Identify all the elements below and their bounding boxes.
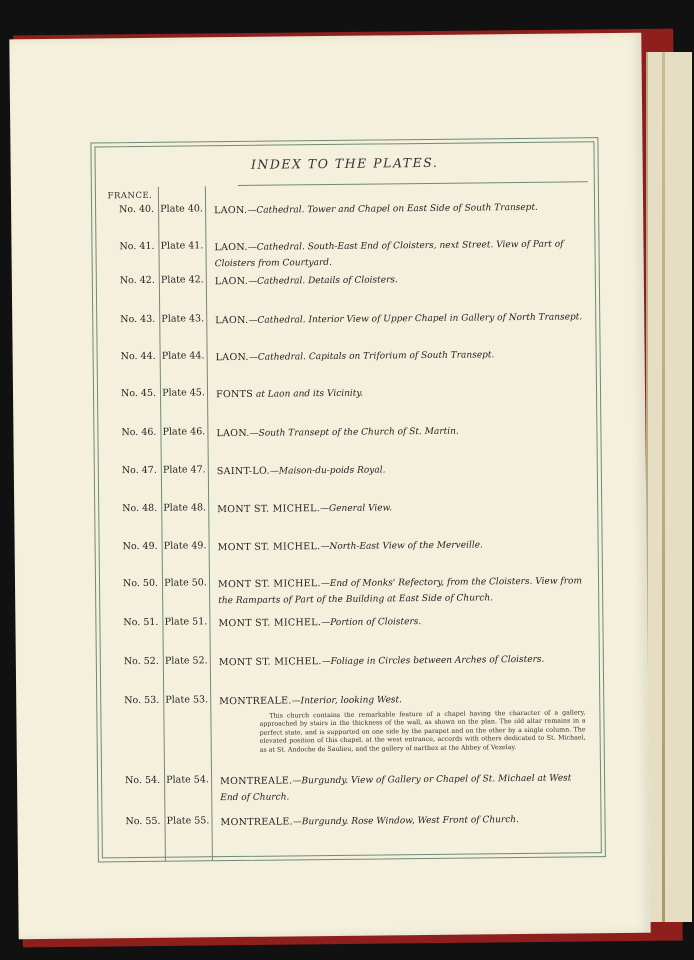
place-name: MONTREALE.: [219, 695, 292, 708]
place-name: LAON.: [214, 241, 248, 254]
page-title: INDEX TO THE PLATES.: [250, 154, 439, 172]
row-number: No. 43.: [120, 313, 156, 326]
plate-number: Plate 44.: [161, 350, 205, 362]
subject: —Interior, looking West.: [291, 695, 403, 707]
subject: —Burgundy. Rose Window, West Front of Church.: [292, 815, 519, 828]
place-name: LAON.: [215, 351, 249, 364]
place-name: FONTS: [215, 388, 254, 401]
row-number: No. 52.: [123, 655, 159, 668]
subject: —Cathedral. Tower and Chapel on East Side of South Transept.: [247, 202, 538, 216]
plate-number: Plate 45.: [162, 387, 205, 399]
row-description: [218, 573, 588, 609]
place-name: SAINT-LO.: [216, 465, 270, 478]
plate-number: Plate 51.: [164, 616, 208, 628]
place-name: LAON.: [214, 275, 249, 288]
place-name: MONT ST. MICHEL.: [217, 541, 321, 554]
row-number: No. 49.: [122, 540, 158, 553]
row-number: No. 54.: [125, 774, 161, 787]
subject: —Cathedral. South-East End of Cloisters, next Street. View of Part of Cloisters from Courtyard.: [214, 239, 564, 270]
row-number: No. 47.: [121, 464, 157, 477]
row-number: No. 53.: [124, 694, 160, 707]
place-name: MONT ST. MICHEL.: [218, 617, 322, 630]
row-number: No. 45.: [120, 387, 157, 400]
row-number: No. 46.: [121, 426, 157, 439]
plate-number: Plate 43.: [161, 313, 205, 325]
plate-number: Plate 54.: [166, 774, 209, 786]
plate-number: Plate 40.: [160, 203, 203, 215]
plate-number: Plate 48.: [163, 502, 207, 514]
plate-number: Plate 41.: [160, 240, 204, 252]
subject: —Foliage in Circles between Arches of Cloisters.: [321, 654, 545, 668]
row-number: No. 50.: [122, 577, 159, 590]
place-name: LAON.: [215, 314, 249, 327]
subject: —Maison-du-poids Royal.: [269, 465, 386, 477]
country-heading: FRANCE.: [107, 190, 153, 202]
chapel-note: This church contains the remarkable feature of a chapel having the character of a gallery, approached by stairs in the thickness of the wall, as shown on the plan. The old altar remains in a perfect state, and is supported on one side by the parapet and on the other by a single column. The elevated position of this chapel, at the west entrance, accords with others dedicated to St. Michael, as at St. Andoche de Saulieu, and the gallery of narthex at the Abbey of Vezelay.: [259, 709, 586, 754]
subject: —Cathedral. Capitals on Triforium of South Transept.: [248, 350, 495, 363]
plate-number: Plate 50.: [164, 577, 207, 589]
subject: at Laon and its Vicinity.: [253, 388, 364, 400]
subject: —South Transept of the Church of St. Martin.: [249, 426, 459, 439]
place-name: MONT ST. MICHEL.: [217, 578, 321, 591]
place-name: MONT ST. MICHEL.: [218, 656, 322, 669]
index-frame: [90, 137, 606, 862]
plate-number: Plate 47.: [162, 464, 206, 476]
subject: —General View.: [319, 503, 393, 515]
plate-number: Plate 52.: [164, 655, 208, 667]
row-description: [214, 236, 584, 272]
place-name: LAON.: [216, 427, 250, 440]
row-number: No. 55.: [125, 815, 161, 828]
place-name: MONTREALE.: [220, 816, 293, 829]
subject: —Cathedral. Details of Cloisters.: [247, 275, 398, 287]
subject: —Cathedral. Interior View of Upper Chapel in Gallery of North Transept.: [248, 312, 583, 326]
row-number: No. 48.: [122, 502, 158, 515]
plate-number: Plate 42.: [160, 274, 204, 286]
place-name: MONT ST. MICHEL.: [217, 503, 321, 516]
index-page: [9, 33, 650, 940]
row-number: No. 51.: [123, 616, 159, 629]
subject: —North-East View of the Merveille.: [320, 540, 483, 553]
plate-number: Plate 46.: [162, 426, 206, 438]
row-number: No. 44.: [120, 350, 156, 363]
plate-number: Plate 53.: [165, 694, 209, 706]
subject: —Burgundy. View of Gallery or Chapel of St. Michael at West End of Church.: [220, 773, 572, 804]
next-page-edge: [646, 52, 692, 922]
row-number: No. 40.: [119, 203, 155, 216]
plate-number: Plate 55.: [166, 815, 210, 827]
subject: —Portion of Cloisters.: [321, 617, 422, 629]
plate-number: Plate 49.: [163, 540, 207, 552]
place-name: MONTREALE.: [220, 775, 293, 788]
row-number: No. 42.: [119, 274, 155, 287]
subject: —End of Monks' Refectory, from the Cloisters. View from the Ramparts of Part of the Building at East Side of Church.: [218, 576, 583, 607]
row-description: [220, 770, 590, 806]
row-number: No. 41.: [119, 240, 155, 253]
place-name: LAON.: [214, 204, 248, 217]
